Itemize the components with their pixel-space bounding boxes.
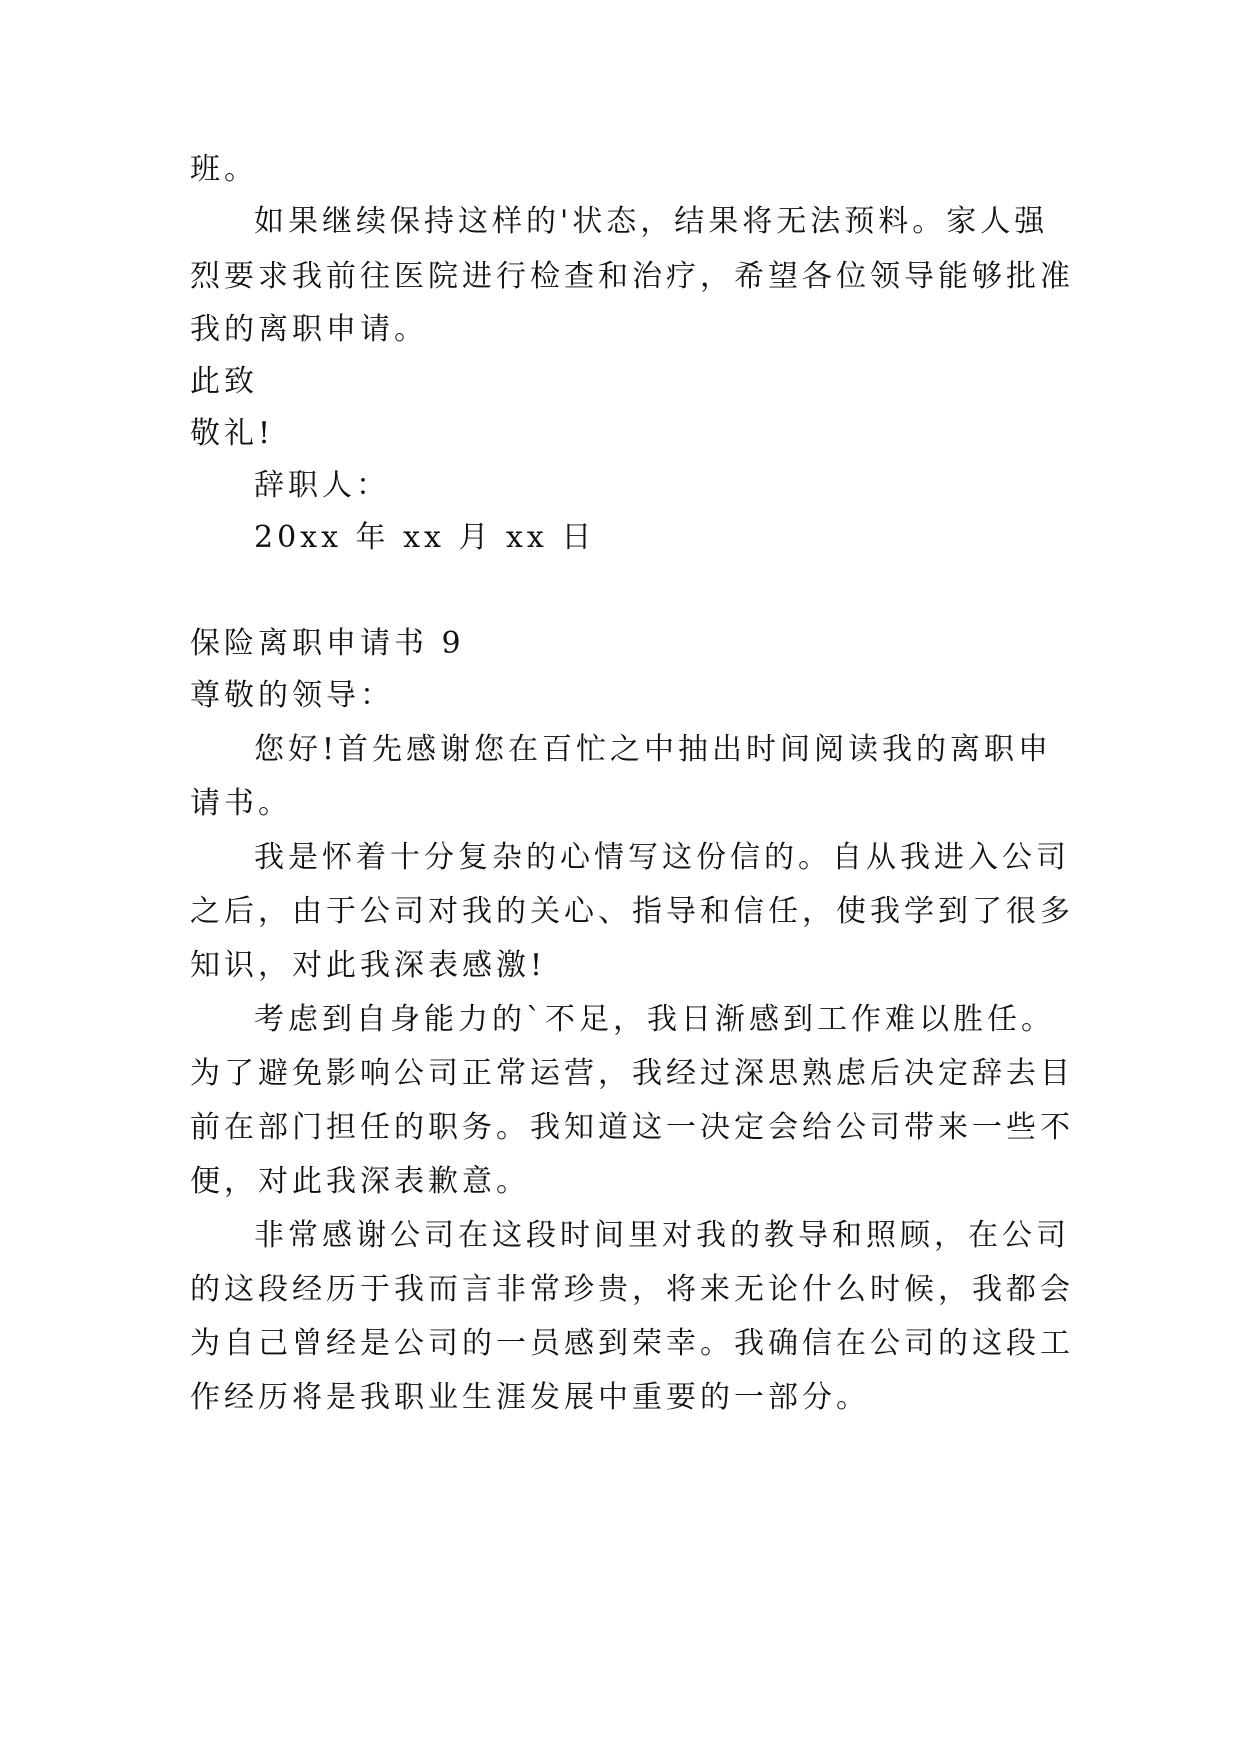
paragraph-line: 为自己曾经是公司的一员感到荣幸。我确信在公司的这段工 <box>190 1326 1074 1361</box>
paragraph-line: 便，对此我深表歉意。 <box>190 1164 530 1199</box>
paragraph-line: 烈要求我前往医院进行检查和治疗，希望各位领导能够批准 <box>190 259 1074 294</box>
closing-text: 此致 <box>190 364 258 399</box>
paragraph-line: 非常感谢公司在这段时间里对我的教导和照顾，在公司 <box>254 1218 1070 1253</box>
paragraph-line: 我的离职申请。 <box>190 312 428 347</box>
paragraph-line: 请书。 <box>190 786 292 821</box>
paragraph-line: 为了避免影响公司正常运营，我经过深思熟虑后决定辞去目 <box>190 1056 1074 1091</box>
paragraph-line: 知识，对此我深表感激! <box>190 948 547 983</box>
letter-title: 保险离职申请书 9 <box>190 626 465 661</box>
paragraph-line: 之后，由于公司对我的关心、指导和信任，使我学到了很多 <box>190 894 1074 929</box>
salute-text: 敬礼! <box>190 416 275 451</box>
greeting-text: 尊敬的领导： <box>190 678 394 713</box>
paragraph-line: 前在部门担任的职务。我知道这一决定会给公司带来一些不 <box>190 1110 1074 1145</box>
paragraph-line: 作经历将是我职业生涯发展中重要的一部分。 <box>190 1380 870 1415</box>
paragraph-line: 您好!首先感谢您在百忙之中抽出时间阅读我的离职申 <box>254 732 1053 767</box>
date-text: 20xx 年 xx 月 xx 日 <box>254 520 596 555</box>
paragraph-tail: 班。 <box>190 152 258 187</box>
paragraph-line: 考虑到自身能力的`不足，我日渐感到工作难以胜任。 <box>254 1002 1055 1037</box>
paragraph-line: 的这段经历于我而言非常珍贵，将来无论什么时候，我都会 <box>190 1272 1074 1307</box>
paragraph-line: 我是怀着十分复杂的心情写这份信的。自从我进入公司 <box>254 840 1070 875</box>
signer-label: 辞职人： <box>254 468 390 503</box>
paragraph-line: 如果继续保持这样的'状态，结果将无法预料。家人强 <box>254 204 1049 239</box>
